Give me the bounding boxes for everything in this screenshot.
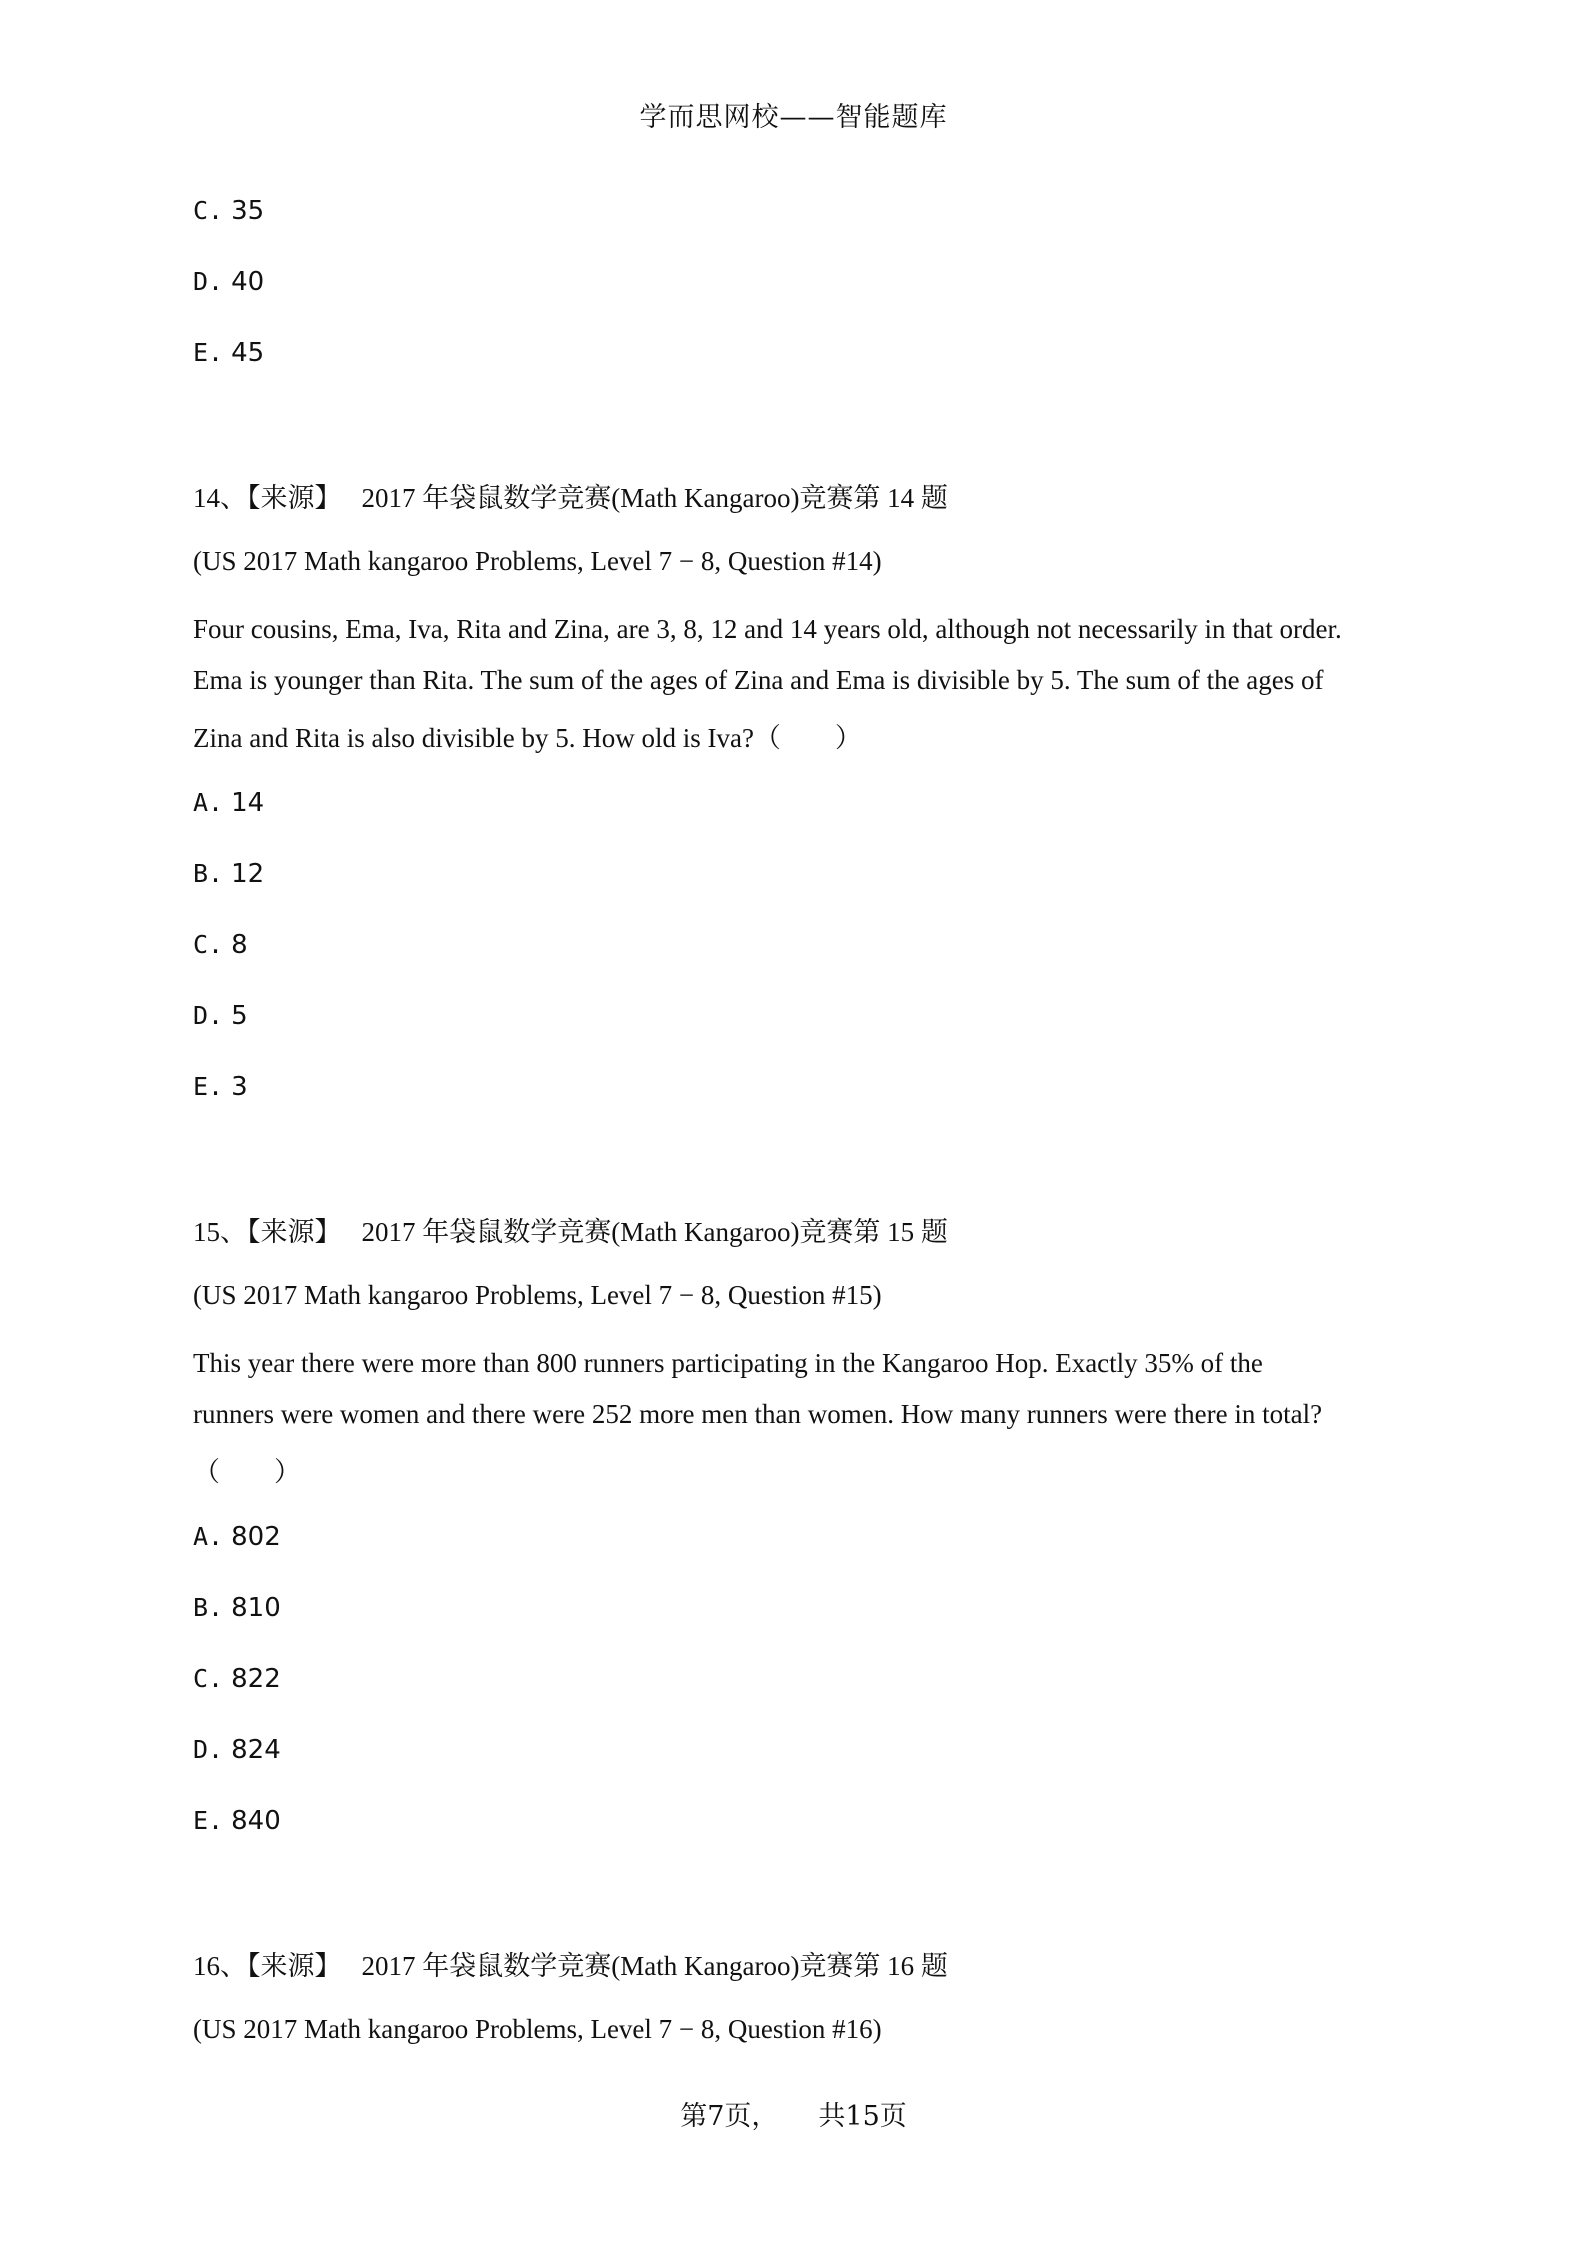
option-14-a (193, 788, 264, 818)
question-15-text-line-3: （ ） (193, 1457, 301, 1487)
question-15-text-line-2: runners were women and there were 252 more men than women. How many runners were there in total? (193, 1399, 1323, 1429)
option-value: 40 (231, 267, 265, 297)
option-14-d (193, 1001, 248, 1031)
page-footer (0, 2094, 1587, 2133)
source-text: 2017 年袋鼠数学竞赛(Math Kangaroo)竞赛第 14 题 (361, 483, 948, 513)
source-tag: 【来源】 (247, 483, 342, 513)
option-14-b (193, 859, 264, 889)
option-letter: C. (193, 196, 224, 225)
option-prev-d (193, 267, 264, 297)
option-15-a (193, 1522, 281, 1552)
option-15-c (193, 1664, 281, 1694)
question-16-subtitle: (US 2017 Math kangaroo Problems, Level 7 − 8, Question #16) (193, 2014, 882, 2044)
option-value: 14 (231, 788, 265, 818)
option-14-c (193, 930, 248, 960)
question-15-header (193, 1210, 948, 1249)
question-number: 15、 (193, 1217, 247, 1247)
source-tag: 【来源】 (247, 1217, 342, 1247)
option-letter: D. (193, 1001, 224, 1030)
question-14-header (193, 476, 948, 515)
option-letter: E. (193, 1072, 224, 1101)
question-16-header (193, 1944, 948, 1983)
option-value: 822 (231, 1664, 281, 1694)
option-letter: D. (193, 267, 224, 296)
question-number: 14、 (193, 483, 247, 513)
option-letter: E. (193, 1806, 224, 1835)
source-text: 2017 年袋鼠数学竞赛(Math Kangaroo)竞赛第 15 题 (361, 1217, 948, 1247)
option-15-e (193, 1806, 281, 1836)
option-letter: D. (193, 1735, 224, 1764)
option-value: 810 (231, 1593, 281, 1623)
option-15-d (193, 1735, 281, 1765)
option-prev-c (193, 196, 264, 226)
option-letter: B. (193, 1593, 224, 1622)
option-letter: C. (193, 930, 224, 959)
question-15-subtitle: (US 2017 Math kangaroo Problems, Level 7 − 8, Question #15) (193, 1280, 882, 1310)
question-14-text-line-2: Ema is younger than Rita. The sum of the ages of Zina and Ema is divisible by 5. The sum of the ages of (193, 665, 1324, 695)
option-value: 12 (231, 859, 265, 889)
option-letter: A. (193, 788, 224, 817)
option-value: 45 (231, 338, 265, 368)
option-value: 802 (231, 1522, 281, 1552)
option-letter: C. (193, 1664, 224, 1693)
option-prev-e (193, 338, 264, 368)
option-letter: E. (193, 338, 224, 367)
question-14-subtitle: (US 2017 Math kangaroo Problems, Level 7 − 8, Question #14) (193, 546, 882, 576)
question-14-text-line-1: Four cousins, Ema, Iva, Rita and Zina, are 3, 8, 12 and 14 years old, although not necessarily in that order. (193, 614, 1342, 644)
source-tag: 【来源】 (247, 1951, 342, 1981)
option-15-b (193, 1593, 281, 1623)
page-total: 共15页 (818, 2101, 907, 2132)
option-14-e (193, 1072, 248, 1102)
option-value: 35 (231, 196, 265, 226)
option-value: 840 (231, 1806, 281, 1836)
page-current: 第7页， (680, 2101, 779, 2132)
option-value: 3 (231, 1072, 248, 1102)
question-15-text-line-1: This year there were more than 800 runners participating in the Kangaroo Hop. Exactly 35% of the (193, 1348, 1263, 1378)
option-letter: A. (193, 1522, 224, 1551)
option-value: 824 (231, 1735, 281, 1765)
option-value: 8 (231, 930, 248, 960)
page-header: 学而思网校——智能题库 (639, 102, 948, 133)
question-14-text-line-3: Zina and Rita is also divisible by 5. How old is Iva?（ ） (193, 723, 862, 753)
option-value: 5 (231, 1001, 248, 1031)
question-number: 16、 (193, 1951, 247, 1981)
option-letter: B. (193, 859, 224, 888)
source-text: 2017 年袋鼠数学竞赛(Math Kangaroo)竞赛第 16 题 (361, 1951, 948, 1981)
